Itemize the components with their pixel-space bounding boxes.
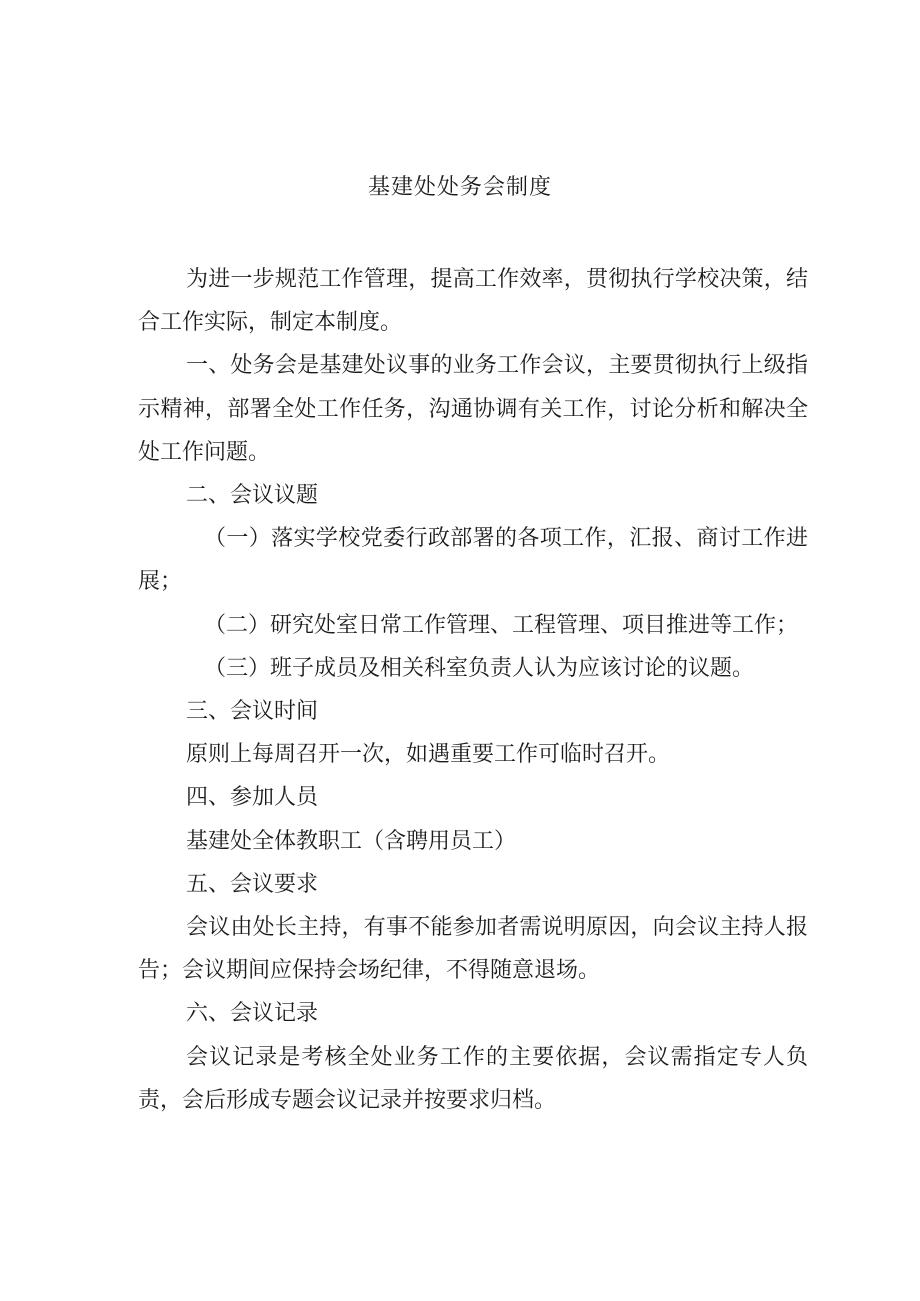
document-title: 基建处处务会制度: [367, 175, 552, 200]
paragraph-item-2-2: （二）研究处室日常工作管理、工程管理、项目推进等工作；: [204, 612, 799, 638]
paragraph-intro: 为进一步规范工作管理，提高工作效率，贯彻执行学校决策，结合工作实际，制定本制度。: [138, 267, 808, 336]
paragraph-section-1: 一、处务会是基建处议事的业务工作会议，主要贯彻执行上级指示精神，部署全处工作任务，沟通协调有关工作，讨论分析和解决全处工作问题。: [138, 353, 808, 465]
paragraph-item-2-1: （一）落实学校党委行政部署的各项工作，汇报、商讨工作进展；: [138, 526, 808, 595]
document-body: [138, 258, 808, 1122]
heading-section-2: 二、会议议题: [186, 483, 319, 509]
heading-section-3: 三、会议时间: [186, 699, 319, 725]
paragraph-section-5: 会议由处长主持，有事不能参加者需说明原因，向会议主持人报告；会议期间应保持会场纪律，不得随意退场。: [138, 915, 808, 984]
paragraph-section-4: 基建处全体教职工（含聘用员工）: [186, 828, 517, 854]
paragraph-section-6: 会议记录是考核全处业务工作的主要依据，会议需指定专人负责，会后形成专题会议记录并按要求归档。: [138, 1044, 808, 1113]
paragraph-section-3: 原则上每周召开一次，如遇重要工作可临时召开。: [186, 742, 671, 768]
paragraph-item-2-3: （三）班子成员及相关科室负责人认为应该讨论的议题。: [204, 655, 755, 681]
heading-section-6: 六、会议记录: [186, 1001, 319, 1027]
heading-section-4: 四、参加人员: [186, 785, 319, 811]
heading-section-5: 五、会议要求: [186, 871, 319, 897]
